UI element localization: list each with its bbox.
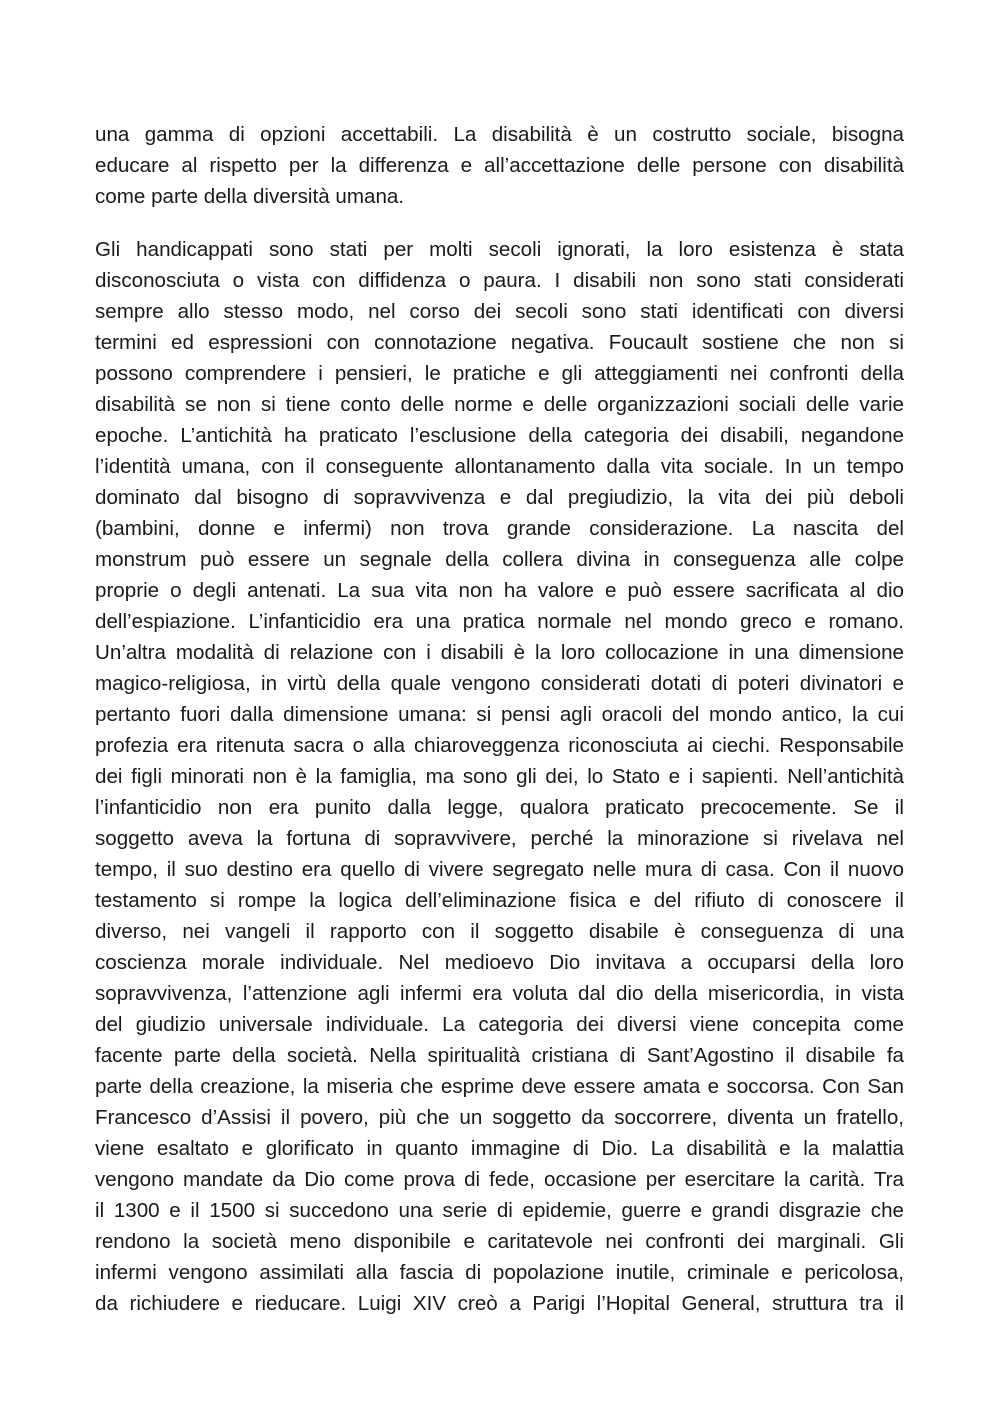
text-line: magico-religiosa, in virtù della quale vengono considerati dotati di poteri divinatori e [95, 672, 904, 695]
text-line: infermi vengono assimilati alla fascia di popolazione inutile, criminale e pericolosa, [95, 1261, 904, 1284]
paragraph-1 [95, 119, 904, 212]
text-line: possono comprendere i pensieri, le pratiche e gli atteggiamenti nei confronti della [95, 362, 904, 385]
text-line: dei figli minorati non è la famiglia, ma sono gli dei, lo Stato e i sapienti. Nell’antichità [95, 765, 904, 788]
text-line: una gamma di opzioni accettabili. La disabilità è un costrutto sociale, bisogna [95, 123, 904, 146]
text-line: coscienza morale individuale. Nel medioevo Dio invitava a occuparsi della loro [95, 951, 904, 974]
document-page [95, 119, 904, 1319]
paragraph-2 [95, 234, 904, 1319]
text-line: parte della creazione, la miseria che esprime deve essere amata e soccorsa. Con San [95, 1075, 904, 1098]
text-line: termini ed espressioni con connotazione negativa. Foucault sostiene che non si [95, 331, 904, 354]
text-line: viene esaltato e glorificato in quanto immagine di Dio. La disabilità e la malattia [95, 1137, 904, 1160]
text-line: il 1300 e il 1500 si succedono una serie di epidemie, guerre e grandi disgrazie che [95, 1199, 904, 1222]
text-line: vengono mandate da Dio come prova di fede, occasione per esercitare la carità. Tra [95, 1168, 904, 1191]
text-line: dell’espiazione. L’infanticidio era una pratica normale nel mondo greco e romano. [95, 610, 904, 633]
text-line: diverso, nei vangeli il rapporto con il soggetto disabile è conseguenza di una [95, 920, 904, 943]
text-line: sopravvivenza, l’attenzione agli infermi era voluta dal dio della misericordia, in vista [95, 982, 904, 1005]
text-line: monstrum può essere un segnale della collera divina in conseguenza alle colpe [95, 548, 904, 571]
paragraph-spacing [95, 212, 904, 234]
text-line: l’identità umana, con il conseguente allontanamento dalla vita sociale. In un tempo [95, 455, 904, 478]
text-line: profezia era ritenuta sacra o alla chiaroveggenza riconosciuta ai ciechi. Responsabile [95, 734, 904, 757]
text-line: pertanto fuori dalla dimensione umana: si pensi agli oracoli del mondo antico, la cui [95, 703, 904, 726]
text-line: testamento si rompe la logica dell’eliminazione fisica e del rifiuto di conoscere il [95, 889, 904, 912]
text-line: proprie o degli antenati. La sua vita non ha valore e può essere sacrificata al dio [95, 579, 904, 602]
text-line: soggetto aveva la fortuna di sopravvivere, perché la minorazione si rivelava nel [95, 827, 904, 850]
text-line: sempre allo stesso modo, nel corso dei secoli sono stati identificati con diversi [95, 300, 904, 323]
text-line: da richiudere e rieducare. Luigi XIV creò a Parigi l’Hopital General, struttura tra il [95, 1292, 904, 1315]
text-line: epoche. L’antichità ha praticato l’esclusione della categoria dei disabili, negandone [95, 424, 904, 447]
text-line: disabilità se non si tiene conto delle norme e delle organizzazioni sociali delle varie [95, 393, 904, 416]
text-line: come parte della diversità umana. [95, 185, 405, 208]
text-line: Gli handicappati sono stati per molti secoli ignorati, la loro esistenza è stata [95, 238, 904, 261]
text-line: Francesco d’Assisi il povero, più che un soggetto da soccorrere, diventa un fratello, [95, 1106, 904, 1129]
text-line: dominato dal bisogno di sopravvivenza e dal pregiudizio, la vita dei più deboli [95, 486, 904, 509]
text-line: rendono la società meno disponibile e caritatevole nei confronti dei marginali. Gli [95, 1230, 904, 1253]
text-line: l’infanticidio non era punito dalla legge, qualora praticato precocemente. Se il [95, 796, 904, 819]
text-line: educare al rispetto per la differenza e all’accettazione delle persone con disabilità [95, 154, 904, 177]
text-line: del giudizio universale individuale. La categoria dei diversi viene concepita come [95, 1013, 904, 1036]
text-line: disconosciuta o vista con diffidenza o paura. I disabili non sono stati considerati [95, 269, 904, 292]
text-line: Un’altra modalità di relazione con i disabili è la loro collocazione in una dimensione [95, 641, 904, 664]
text-line: tempo, il suo destino era quello di vivere segregato nelle mura di casa. Con il nuovo [95, 858, 904, 881]
text-line: facente parte della società. Nella spiritualità cristiana di Sant’Agostino il disabile fa [95, 1044, 904, 1067]
text-line: (bambini, donne e infermi) non trova grande considerazione. La nascita del [95, 517, 904, 540]
